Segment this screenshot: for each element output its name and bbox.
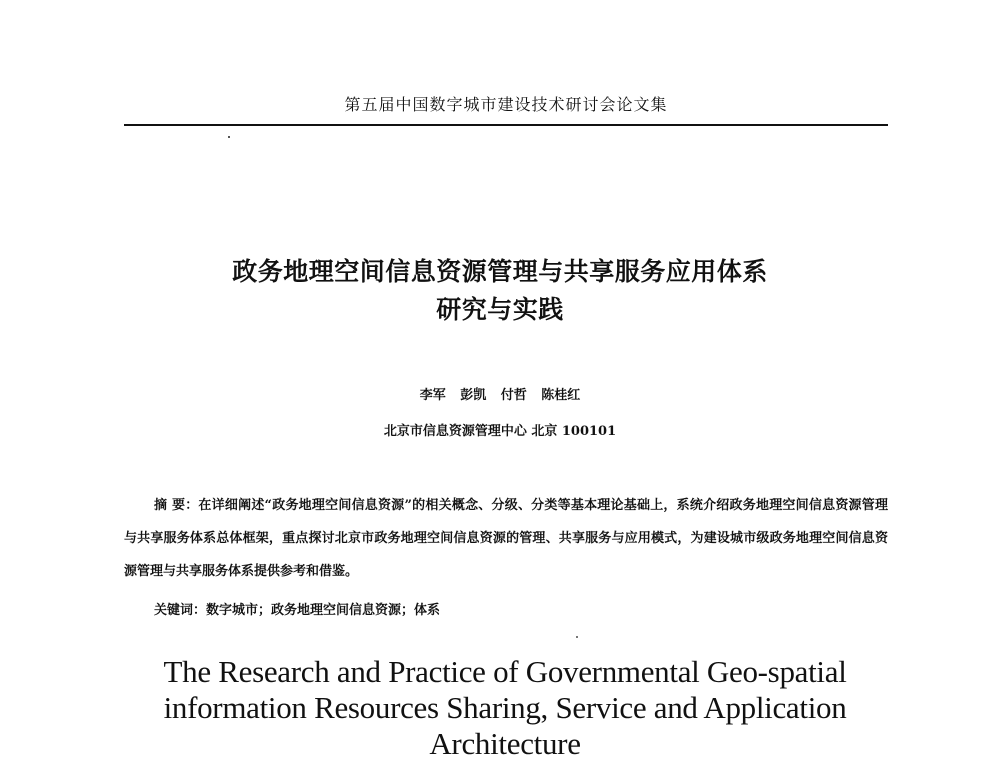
running-header: 第五届中国数字城市建设技术研讨会论文集 (344, 95, 668, 114)
abstract-text: 在详细阐述“政务地理空间信息资源”的相关概念、分级、分类等基本理论基础上，系统介绍政务地理空间信息资源管理与共享服务体系总体框架，重点探讨北京市政务地理空间信息资源的管理、共享服务与应用模式，为建设城市级政务地理空间信息资源管理与共享服务体系提供参考和借鉴。 (124, 498, 888, 579)
keywords-text: 数字城市；政务地理空间信息资源；体系 (206, 603, 441, 618)
chinese-title-line-1: 政务地理空间信息资源管理与共享服务应用体系 (232, 257, 768, 286)
scan-speck (228, 136, 230, 138)
english-title-line-3: Architecture (429, 726, 581, 761)
abstract-label: 摘 要： (154, 498, 199, 513)
abstract (124, 489, 888, 588)
english-title-line-2: information Resources Sharing, Service and Application (163, 690, 847, 725)
keywords (154, 599, 854, 618)
keywords-label: 关键词： (154, 603, 207, 618)
affiliation: 北京市信息资源管理中心 北京 100101 (383, 424, 617, 439)
header-rule (124, 124, 888, 126)
chinese-title-line-2: 研究与实践 (436, 295, 564, 324)
scan-speck-2 (576, 636, 578, 638)
chinese-title (100, 253, 900, 329)
english-title (100, 654, 910, 762)
author-list: 李军 彭凯 付哲 陈桂红 (419, 388, 581, 403)
english-title-line-1: The Research and Practice of Governmental Geo-spatial (163, 654, 847, 689)
